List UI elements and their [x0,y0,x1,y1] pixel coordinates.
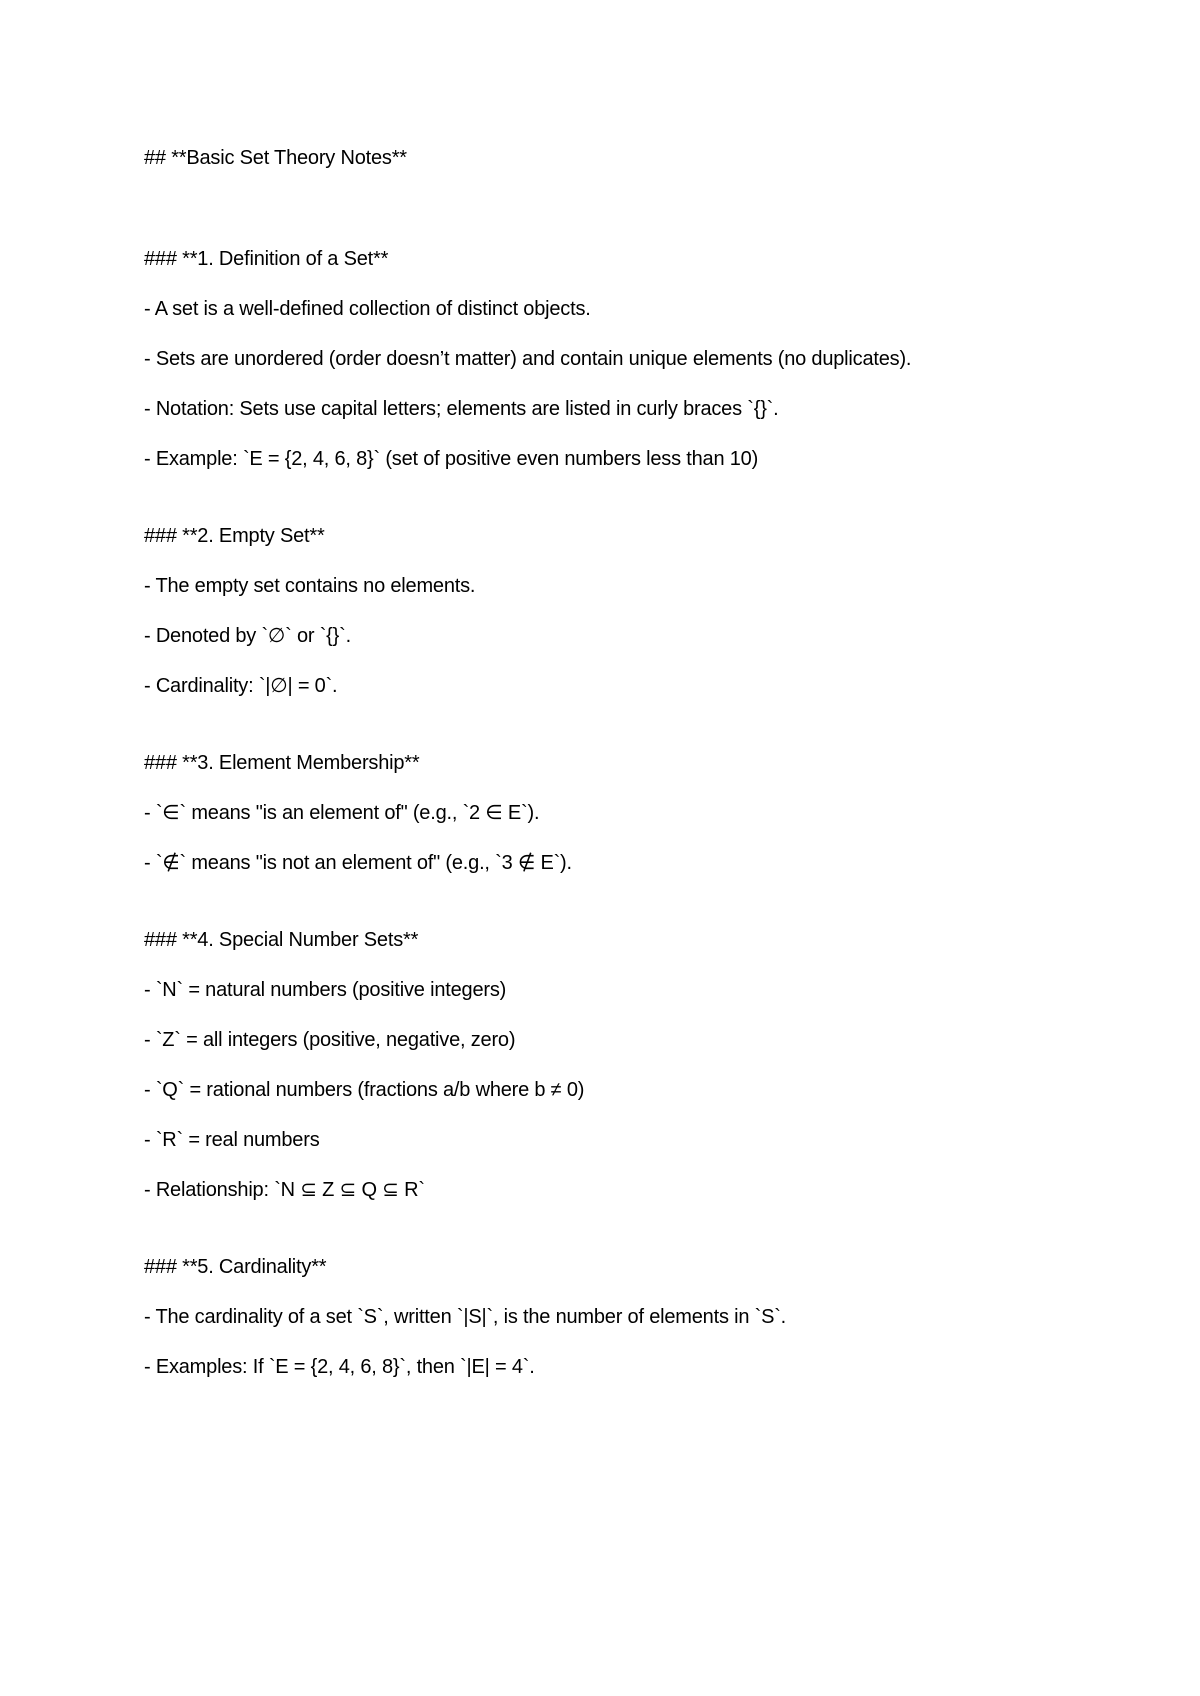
bullet-line: - Examples: If `E = {2, 4, 6, 8}`, then `|E| = 4`. [144,1356,535,1378]
document-title: ## **Basic Set Theory Notes** [144,147,407,169]
bullet-line: - Cardinality: `|∅| = 0`. [144,675,338,697]
document-body [144,145,1064,1431]
section-element-membership [144,750,1064,877]
bullet-line: - Notation: Sets use capital letters; elements are listed in curly braces `{}`. [144,398,779,420]
bullet-line: - The empty set contains no elements. [144,575,476,597]
bullet-line: - Relationship: `N ⊆ Z ⊆ Q ⊆ R` [144,1179,425,1201]
bullet-line: - `N` = natural numbers (positive integers) [144,979,507,1001]
section-special-number-sets [144,927,1064,1204]
section-heading: ### **3. Element Membership** [144,752,420,774]
section-heading: ### **4. Special Number Sets** [144,929,419,951]
bullet-line: - `R` = real numbers [144,1129,320,1151]
section-cardinality [144,1254,1064,1381]
section-heading: ### **5. Cardinality** [144,1256,327,1278]
bullet-line: - A set is a well-defined collection of distinct objects. [144,298,591,320]
bullet-line: - `∈` means "is an element of" (e.g., `2 ∈ E`). [144,802,540,824]
bullet-line: - The cardinality of a set `S`, written `|S|`, is the number of elements in `S`. [144,1306,787,1328]
bullet-line: - `Z` = all integers (positive, negative, zero) [144,1029,516,1051]
bullet-line: - Denoted by `∅` or `{}`. [144,625,351,647]
section-heading: ### **1. Definition of a Set** [144,248,389,270]
bullet-line: - Sets are unordered (order doesn’t matter) and contain unique elements (no duplicates). [144,348,912,370]
section-empty-set [144,523,1064,700]
bullet-line: - `Q` = rational numbers (fractions a/b where b ≠ 0) [144,1079,585,1101]
bullet-line: - Example: `E = {2, 4, 6, 8}` (set of positive even numbers less than 10) [144,448,759,470]
bullet-line: - `∉` means "is not an element of" (e.g., `3 ∉ E`). [144,852,572,874]
section-heading: ### **2. Empty Set** [144,525,325,547]
section-definition-of-a-set [144,246,1064,473]
